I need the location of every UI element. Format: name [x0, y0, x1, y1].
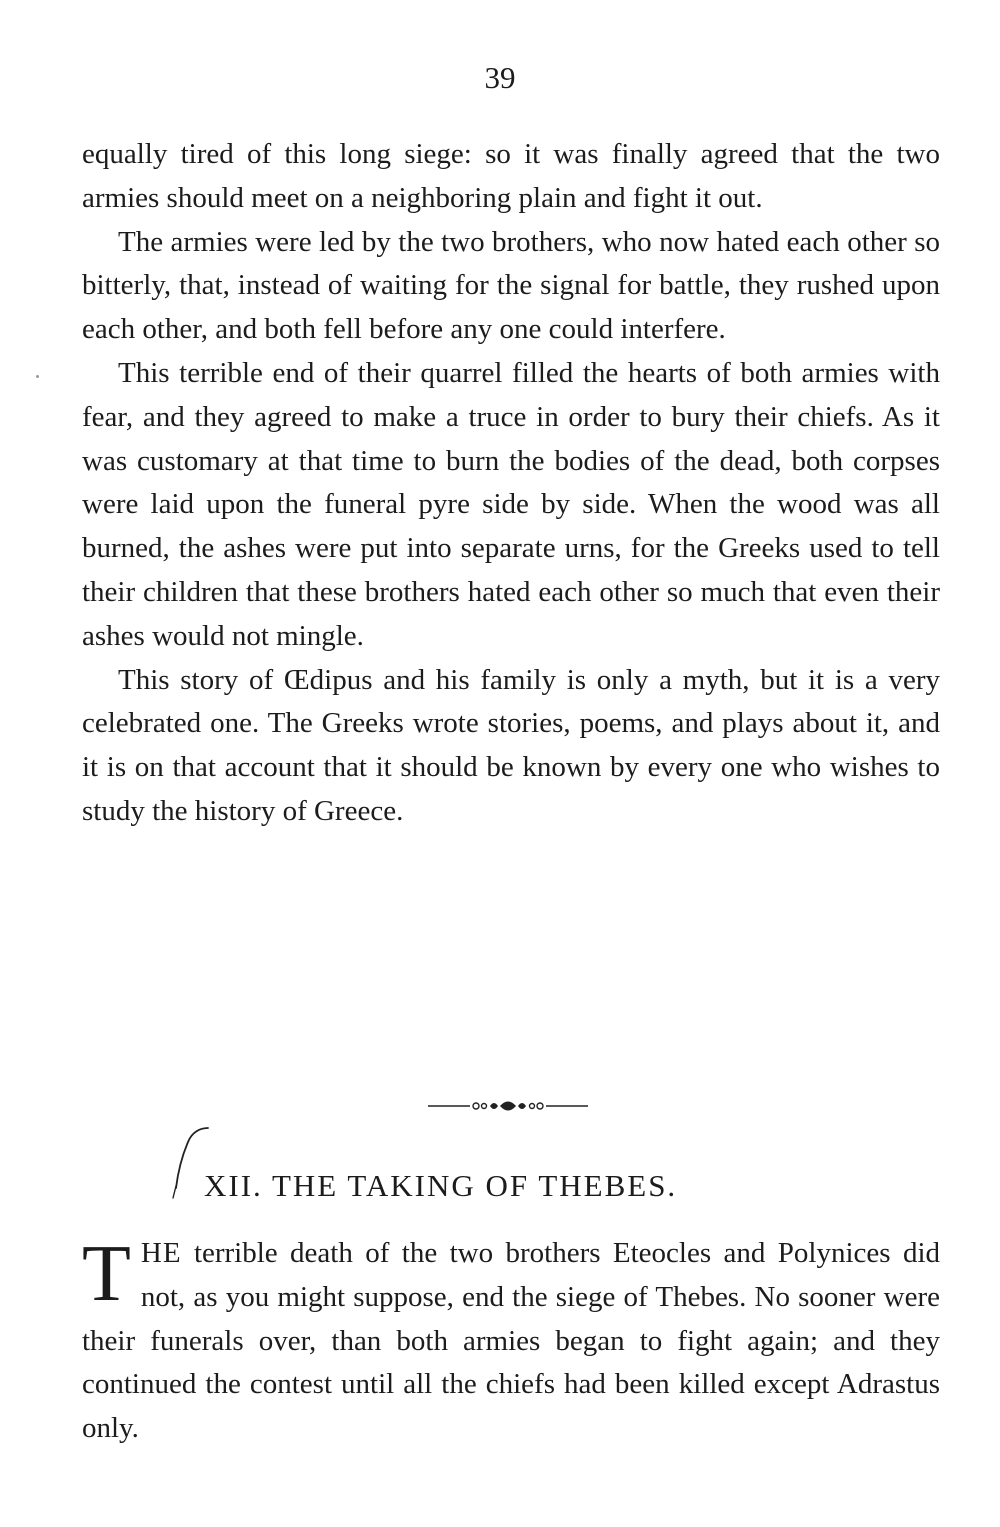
- paragraph-1: equally tired of this long siege: so it was finally agreed that the two armies should meet on a neighboring plain and fight it out.: [82, 138, 940, 214]
- drop-cap: T: [82, 1230, 131, 1318]
- chapter-title: XII. THE TAKING OF THEBES.: [204, 1168, 678, 1203]
- paragraph-4: This story of Œdipus and his family is only a myth, but it is a very celebrated one. The Greeks wrote stories, poems, and plays about it, and it is on that account that it should be known by every one who wishes to study the history of Greece.: [82, 663, 940, 827]
- chapter-body: terrible death of the two brothers Eteocles and Polynices did not, as you might suppose, end the siege of Thebes. No sooner were their funerals over, than both armies began to fight again; and they continued the contest until all the chiefs had been killed except Adrastus only.: [82, 1237, 940, 1445]
- ornamental-divider: [428, 1094, 588, 1118]
- paragraph-2: The armies were led by the two brothers, who now hated each other so bitterly, that, instead of waiting for the signal for battle, they rushed upon each other, and both fell before any one could interfere.: [82, 225, 940, 346]
- speck-mark: [36, 375, 39, 378]
- chapter-heading: [160, 1124, 860, 1214]
- chapter-paragraph: [82, 1232, 940, 1451]
- first-word-rest: HE: [140, 1237, 182, 1269]
- page-number: 39: [484, 60, 516, 95]
- chapter-text: [82, 1232, 940, 1451]
- paragraph-3: This terrible end of their quarrel filled the hearts of both armies with fear, and they agreed to make a truce in order to bury their chiefs. As it was customary at that time to burn the bodies of the dead, both corpses were laid upon the funeral pyre side by side. When the wood was all burned, the ashes were put into separate urns, for the Greeks used to tell their children that these brothers hated each other so much that even their ashes would not mingle.: [82, 356, 940, 652]
- body-text: [82, 133, 940, 834]
